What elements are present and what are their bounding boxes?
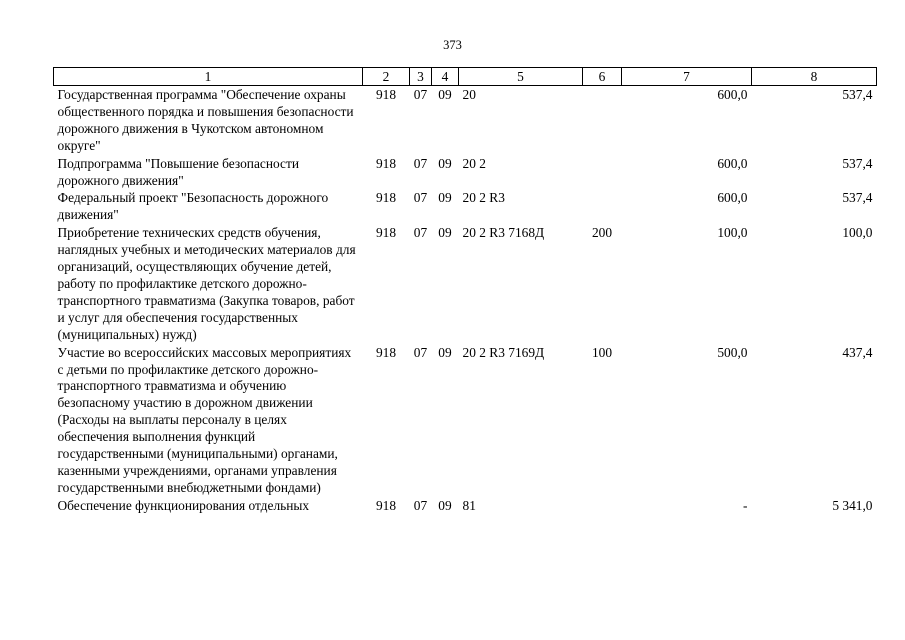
- row-rz: 07: [413, 497, 428, 513]
- row-fact: 537,4: [842, 87, 873, 102]
- row-plan: -: [743, 497, 748, 513]
- column-header: 2: [363, 68, 410, 86]
- table-row: [54, 86, 877, 155]
- row-name: Обеспечение функционирования отдельных: [57, 497, 310, 513]
- table-header-row: [54, 68, 877, 86]
- row-ved: 918: [375, 497, 397, 513]
- row-vr: [583, 189, 622, 224]
- row-plan: 600,0: [717, 155, 748, 171]
- row-plan: 600,0: [717, 87, 748, 102]
- row-pr: 09: [438, 344, 452, 360]
- row-fact: 5 341,0: [832, 497, 873, 513]
- table-row: [54, 344, 877, 497]
- page-number: 373: [443, 38, 462, 52]
- row-csr: 20 2 R3 7169Д: [462, 344, 545, 360]
- row-fact: 437,4: [842, 344, 873, 360]
- row-csr: 20 2 R3 7168Д: [462, 225, 545, 241]
- table-row: [54, 155, 877, 190]
- row-plan: 600,0: [717, 190, 748, 206]
- column-header: 1: [54, 68, 363, 86]
- row-rz: 07: [413, 87, 428, 102]
- row-fact: 537,4: [842, 190, 873, 206]
- row-name: Подпрограмма "Повышение безопасности дорожного движения": [57, 155, 300, 188]
- row-name: Приобретение технических средств обучения, наглядных учебных и методических материалов для организаций, осуществляющих обучение детей, работу по профилактике детского дорожно-транспортного травматизма (Закупка товаров, работ и услуг для обеспечения государственных (муниципальных) нужд): [57, 225, 356, 342]
- row-rz: 07: [413, 155, 428, 171]
- budget-table: [53, 67, 877, 515]
- row-rz: 07: [413, 190, 428, 206]
- row-name: Федеральный проект "Безопасность дорожного движения": [57, 190, 329, 223]
- row-rz: 07: [413, 225, 428, 241]
- row-fact: 537,4: [842, 155, 873, 171]
- row-pr: 09: [438, 87, 452, 102]
- column-header: 7: [622, 68, 752, 86]
- table-row: [54, 497, 877, 515]
- column-header: 6: [583, 68, 622, 86]
- row-name: Государственная программа "Обеспечение охраны общественного порядка и повышения безопасности дорожного движения в Чукотском автономном округе": [57, 87, 354, 153]
- row-ved: 918: [375, 87, 397, 102]
- row-plan: 500,0: [717, 344, 748, 360]
- row-fact: 100,0: [842, 225, 873, 241]
- row-plan: 100,0: [717, 225, 748, 241]
- column-header: 8: [752, 68, 877, 86]
- row-vr: 200: [591, 225, 613, 241]
- row-csr: 20 2: [462, 155, 486, 171]
- row-vr: [583, 497, 622, 515]
- table-row: [54, 224, 877, 343]
- row-ved: 918: [375, 344, 397, 360]
- row-pr: 09: [438, 155, 452, 171]
- row-pr: 09: [438, 497, 452, 513]
- row-vr: 100: [591, 344, 613, 360]
- row-pr: 09: [438, 225, 452, 241]
- row-vr: [583, 155, 622, 190]
- row-ved: 918: [375, 225, 397, 241]
- row-ved: 918: [375, 155, 397, 171]
- row-csr: 20: [462, 87, 476, 102]
- row-csr: 81: [462, 497, 476, 513]
- table-row: [54, 189, 877, 224]
- column-header: 3: [410, 68, 432, 86]
- row-pr: 09: [438, 190, 452, 206]
- row-rz: 07: [413, 344, 428, 360]
- row-vr: [583, 86, 622, 155]
- column-header: 5: [459, 68, 583, 86]
- column-header: 4: [432, 68, 459, 86]
- row-ved: 918: [375, 190, 397, 206]
- row-name: Участие во всероссийских массовых мероприятиях с детьми по профилактике детского дорожно-транспортного травматизма и обучению безопасному участию в дорожном движении (Расходы на выплаты персоналу в целях обеспечения выполнения функций государственными (муниципальными) органами, казенными учреждениями, органами управления государственными внебюджетными фондами): [57, 344, 352, 495]
- row-csr: 20 2 R3: [462, 190, 505, 206]
